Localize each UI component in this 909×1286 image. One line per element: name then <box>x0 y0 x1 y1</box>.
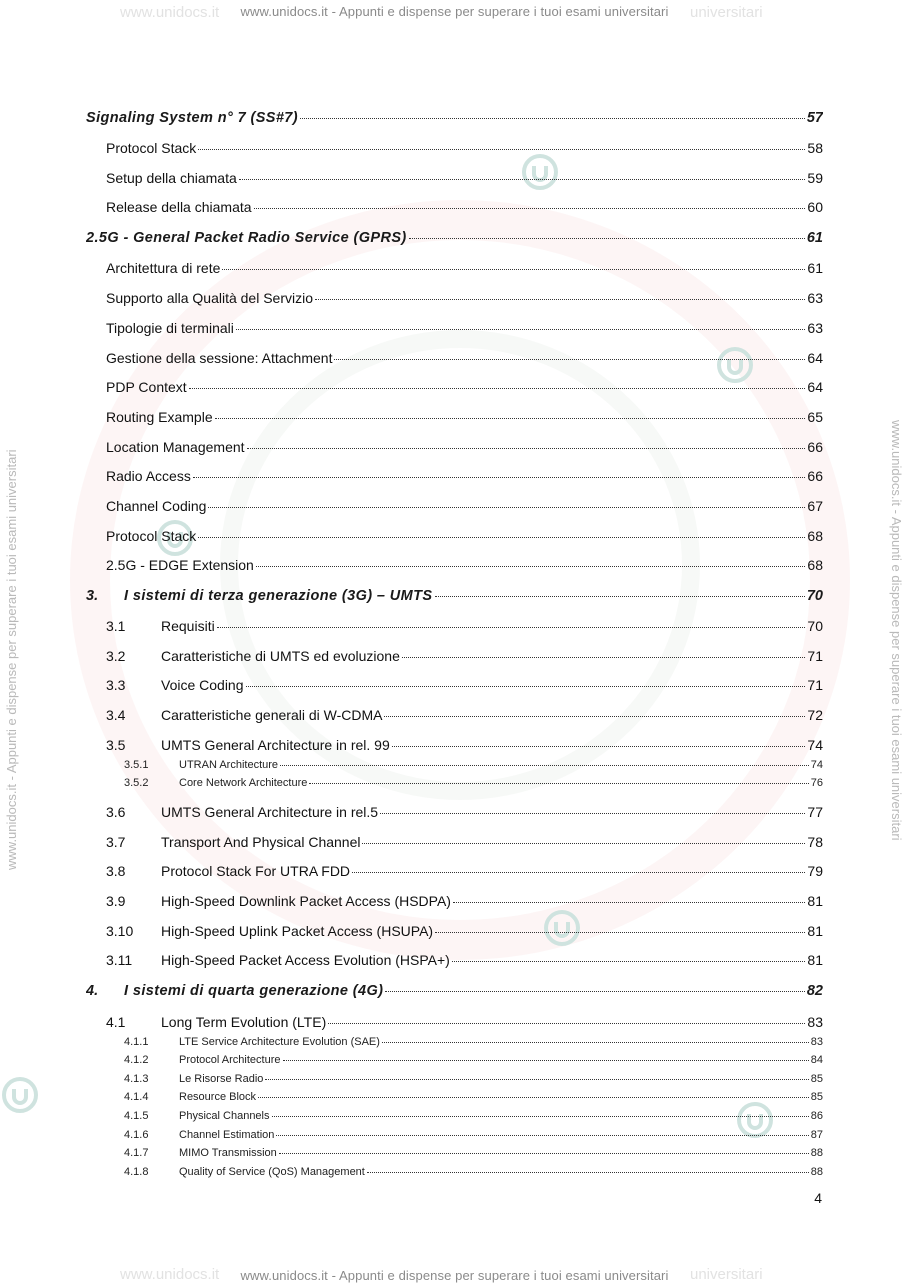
toc-entry-title: Protocol Architecture <box>179 1054 281 1066</box>
toc-entry-page: 86 <box>810 1110 823 1122</box>
toc-entry[interactable] <box>124 759 823 771</box>
toc-entry-number: 4.1.2 <box>124 1054 149 1066</box>
toc-entry-page: 57 <box>806 110 823 126</box>
toc-dot-leader <box>236 329 806 330</box>
toc-entry-page: 81 <box>807 893 823 909</box>
toc-entry-number: 4.1 <box>106 1014 126 1030</box>
toc-entry[interactable] <box>106 409 823 425</box>
toc-entry-number: 3.6 <box>106 804 126 820</box>
toc-entry[interactable] <box>86 588 823 604</box>
toc-entry-title: Channel Coding <box>106 498 207 514</box>
toc-entry-title: Architettura di rete <box>106 260 221 276</box>
toc-entry[interactable] <box>106 834 823 850</box>
toc-dot-leader <box>254 208 806 209</box>
toc-dot-leader <box>452 961 806 962</box>
toc-entry-page: 82 <box>806 983 823 999</box>
toc-entry-number: 3.7 <box>106 834 126 850</box>
side-watermark-right: www.unidocs.it - Appunti e dispense per superare i tuoi esami universitari <box>889 420 904 841</box>
toc-entry-title: Setup della chiamata <box>106 170 237 186</box>
toc-entry-title: MIMO Transmission <box>179 1147 277 1159</box>
toc-entry-title: 2.5G - General Packet Radio Service (GPRS) <box>86 230 407 246</box>
toc-dot-leader <box>265 1079 808 1080</box>
toc-entry-title: High-Speed Packet Access Evolution (HSPA+) <box>161 952 450 968</box>
toc-entry-title: UMTS General Architecture in rel.5 <box>161 804 379 820</box>
toc-entry-page: 66 <box>807 439 823 455</box>
toc-entry-number: 3.9 <box>106 893 126 909</box>
toc-dot-leader <box>239 179 806 180</box>
toc-entry-number: 4.1.3 <box>124 1073 149 1085</box>
toc-entry[interactable] <box>124 1110 823 1122</box>
toc-entry[interactable] <box>106 528 823 544</box>
toc-entry-page: 63 <box>807 290 823 306</box>
toc-entry-page: 65 <box>807 409 823 425</box>
toc-entry-title: Tipologie di terminali <box>106 320 234 336</box>
toc-entry-number: 3.5 <box>106 737 126 753</box>
toc-dot-leader <box>283 1060 809 1061</box>
toc-entry[interactable] <box>106 952 823 968</box>
toc-dot-leader <box>315 299 805 300</box>
toc-entry-title: I sistemi di quarta generazione (4G) <box>124 983 384 999</box>
toc-dot-leader <box>309 783 808 784</box>
toc-entry[interactable] <box>106 923 823 939</box>
toc-dot-leader <box>435 596 805 597</box>
toc-entry-title: Protocol Stack For UTRA FDD <box>161 863 351 879</box>
toc-entry-number: 3.11 <box>106 952 133 968</box>
toc-entry-title: Transport And Physical Channel <box>161 834 361 850</box>
toc-entry-page: 78 <box>807 834 823 850</box>
toc-dot-leader <box>198 149 805 150</box>
toc-dot-leader <box>222 269 805 270</box>
toc-dot-leader <box>247 448 806 449</box>
toc-entry-page: 70 <box>807 618 823 634</box>
toc-entry-number: 4. <box>86 983 99 999</box>
toc-entry-number: 3.3 <box>106 677 126 693</box>
toc-entry-title: Physical Channels <box>179 1110 270 1122</box>
toc-entry-page: 68 <box>807 528 823 544</box>
toc-entry[interactable] <box>106 170 823 186</box>
toc-entry-page: 58 <box>807 140 823 156</box>
toc-entry[interactable] <box>106 618 823 634</box>
toc-entry-title: LTE Service Architecture Evolution (SAE) <box>179 1036 380 1048</box>
toc-entry-page: 59 <box>807 170 823 186</box>
unidocs-logo-icon <box>0 1075 40 1115</box>
toc-dot-leader <box>198 537 805 538</box>
toc-entry-number: 3.8 <box>106 863 126 879</box>
toc-entry-number: 3.2 <box>106 648 126 664</box>
toc-dot-leader <box>272 1116 809 1117</box>
toc-dot-leader <box>380 813 805 814</box>
toc-entry-page: 79 <box>807 863 823 879</box>
toc-entry-title: High-Speed Uplink Packet Access (HSUPA) <box>161 923 434 939</box>
toc-entry[interactable] <box>124 1147 823 1159</box>
toc-entry[interactable] <box>106 648 823 664</box>
toc-entry-title: Protocol Stack <box>106 140 197 156</box>
toc-entry-page: 85 <box>810 1091 823 1103</box>
toc-entry[interactable] <box>106 468 823 484</box>
toc-entry-title: Resource Block <box>179 1091 257 1103</box>
toc-entry-title: PDP Context <box>106 379 187 395</box>
toc-entry-title: 2.5G - EDGE Extension <box>106 557 254 573</box>
toc-dot-leader <box>328 1023 805 1024</box>
toc-entry[interactable] <box>106 290 823 306</box>
toc-entry-title: Release della chiamata <box>106 199 252 215</box>
toc-entry-page: 83 <box>810 1036 823 1048</box>
toc-entry-page: 61 <box>806 230 823 246</box>
toc-dot-leader <box>385 991 805 992</box>
toc-entry[interactable] <box>106 379 823 395</box>
toc-entry[interactable] <box>106 260 823 276</box>
toc-entry-page: 64 <box>807 379 823 395</box>
toc-entry-number: 4.1.6 <box>124 1129 149 1141</box>
toc-entry-number: 4.1.1 <box>124 1036 149 1048</box>
toc-entry-page: 84 <box>810 1054 823 1066</box>
toc-entry-title: Requisiti <box>161 618 215 634</box>
toc-dot-leader <box>280 765 809 766</box>
header-watermark: www.unidocs.it - Appunti e dispense per superare i tuoi esami universitari <box>240 4 669 19</box>
toc-entry-title: Quality of Service (QoS) Management <box>179 1166 365 1178</box>
ghost-watermark-left-bottom: www.unidocs.it <box>120 1266 220 1283</box>
toc-entry-page: 81 <box>807 923 823 939</box>
toc-entry[interactable] <box>86 110 823 126</box>
toc-entry-page: 88 <box>810 1166 823 1178</box>
toc-entry-number: 4.1.7 <box>124 1147 149 1159</box>
toc-entry-page: 88 <box>810 1147 823 1159</box>
toc-entry-number: 4.1.4 <box>124 1091 149 1103</box>
toc-dot-leader <box>409 238 805 239</box>
toc-entry-page: 74 <box>810 759 823 771</box>
toc-entry-page: 87 <box>810 1129 823 1141</box>
toc-entry[interactable] <box>106 199 823 215</box>
toc-entry-page: 68 <box>807 557 823 573</box>
toc-dot-leader <box>208 507 805 508</box>
toc-entry-number: 4.1.5 <box>124 1110 149 1122</box>
toc-entry-title: Signaling System n° 7 (SS#7) <box>86 110 298 126</box>
toc-entry-title: Routing Example <box>106 409 213 425</box>
toc-entry[interactable] <box>124 1166 823 1178</box>
toc-entry-page: 81 <box>807 952 823 968</box>
toc-entry[interactable] <box>124 1091 823 1103</box>
toc-entry-page: 85 <box>810 1073 823 1085</box>
toc-entry-title: Long Term Evolution (LTE) <box>161 1014 327 1030</box>
toc-dot-leader <box>256 566 806 567</box>
side-watermark-left: www.unidocs.it - Appunti e dispense per superare i tuoi esami universitari <box>4 449 19 870</box>
toc-entry[interactable] <box>106 707 823 723</box>
toc-entry[interactable] <box>124 1036 823 1048</box>
toc-entry-page: 63 <box>807 320 823 336</box>
toc-entry[interactable] <box>106 350 823 366</box>
toc-entry-title: High-Speed Downlink Packet Access (HSDPA) <box>161 893 451 909</box>
toc-entry-page: 64 <box>807 350 823 366</box>
toc-entry-title: I sistemi di terza generazione (3G) – UMTS <box>124 588 433 604</box>
ghost-watermark-left: www.unidocs.it <box>120 4 220 21</box>
toc-entry[interactable] <box>106 498 823 514</box>
toc-entry-title: Core Network Architecture <box>179 777 308 789</box>
toc-entry[interactable] <box>106 320 823 336</box>
toc-entry-title: Location Management <box>106 439 245 455</box>
toc-entry[interactable] <box>106 677 823 693</box>
toc-entry-page: 77 <box>807 804 823 820</box>
toc-dot-leader <box>367 1172 809 1173</box>
toc-entry-title: Gestione della sessione: Attachment <box>106 350 333 366</box>
toc-entry-page: 67 <box>807 498 823 514</box>
toc-entry[interactable] <box>106 863 823 879</box>
toc-entry-page: 66 <box>807 468 823 484</box>
toc-entry-title: Radio Access <box>106 468 191 484</box>
toc-dot-leader <box>215 418 806 419</box>
toc-entry-title: Caratteristiche generali di W-CDMA <box>161 707 383 723</box>
toc-entry-title: Caratteristiche di UMTS ed evoluzione <box>161 648 400 664</box>
toc-entry-title: UTRAN Architecture <box>179 759 279 771</box>
toc-entry-title: Le Risorse Radio <box>179 1073 264 1085</box>
toc-entry-number: 4.1.8 <box>124 1166 149 1178</box>
toc-entry[interactable] <box>124 1054 823 1066</box>
toc-dot-leader <box>384 716 805 717</box>
toc-entry[interactable] <box>86 230 823 246</box>
toc-entry-title: Voice Coding <box>161 677 244 693</box>
toc-dot-leader <box>362 843 805 844</box>
toc-entry-title: UMTS General Architecture in rel. 99 <box>161 737 390 753</box>
toc-entry-title: Channel Estimation <box>179 1129 275 1141</box>
toc-entry[interactable] <box>106 557 823 573</box>
page-number: 4 <box>814 1190 822 1206</box>
toc-entry[interactable] <box>106 804 823 820</box>
toc-entry-page: 60 <box>807 199 823 215</box>
ghost-watermark-right-bottom: universitari <box>690 1266 763 1283</box>
toc-dot-leader <box>279 1153 809 1154</box>
toc-entry-number: 3.1 <box>106 618 126 634</box>
toc-dot-leader <box>392 746 806 747</box>
toc-entry-page: 70 <box>806 588 823 604</box>
toc-entry[interactable] <box>124 1073 823 1085</box>
toc-entry-number: 3.4 <box>106 707 126 723</box>
ghost-watermark-right: universitari <box>690 4 763 21</box>
toc-dot-leader <box>352 872 805 873</box>
toc-entry-page: 72 <box>807 707 823 723</box>
toc-entry-number: 3. <box>86 588 99 604</box>
toc-dot-leader <box>258 1097 809 1098</box>
toc-dot-leader <box>334 359 805 360</box>
toc-entry[interactable] <box>124 777 823 789</box>
toc-entry[interactable] <box>106 893 823 909</box>
toc-dot-leader <box>435 932 805 933</box>
toc-entry[interactable] <box>106 737 823 753</box>
toc-entry-page: 76 <box>810 777 823 789</box>
toc-entry-page: 71 <box>807 677 823 693</box>
toc-dot-leader <box>453 902 805 903</box>
toc-entry[interactable] <box>86 983 823 999</box>
toc-dot-leader <box>382 1042 809 1043</box>
toc-dot-leader <box>217 627 806 628</box>
toc-dot-leader <box>276 1135 808 1136</box>
toc-entry-page: 74 <box>807 737 823 753</box>
toc-entry[interactable] <box>124 1129 823 1141</box>
toc-dot-leader <box>402 657 806 658</box>
toc-entry-page: 61 <box>807 260 823 276</box>
toc-dot-leader <box>246 686 806 687</box>
toc-entry-number: 3.5.1 <box>124 759 149 771</box>
toc-entry-number: 3.5.2 <box>124 777 149 789</box>
toc-entry-number: 3.10 <box>106 923 134 939</box>
toc-dot-leader <box>193 477 806 478</box>
toc-dot-leader <box>189 388 806 389</box>
toc-entry-title: Supporto alla Qualità del Servizio <box>106 290 314 306</box>
toc-dot-leader <box>300 118 805 119</box>
toc-entry-page: 71 <box>807 648 823 664</box>
toc-entry-page: 83 <box>807 1014 823 1030</box>
toc-entry[interactable] <box>106 439 823 455</box>
toc-entry[interactable] <box>106 140 823 156</box>
toc-entry[interactable] <box>106 1014 823 1030</box>
footer-watermark: www.unidocs.it - Appunti e dispense per superare i tuoi esami universitari <box>240 1268 669 1283</box>
toc-entry-title: Protocol Stack <box>106 528 197 544</box>
